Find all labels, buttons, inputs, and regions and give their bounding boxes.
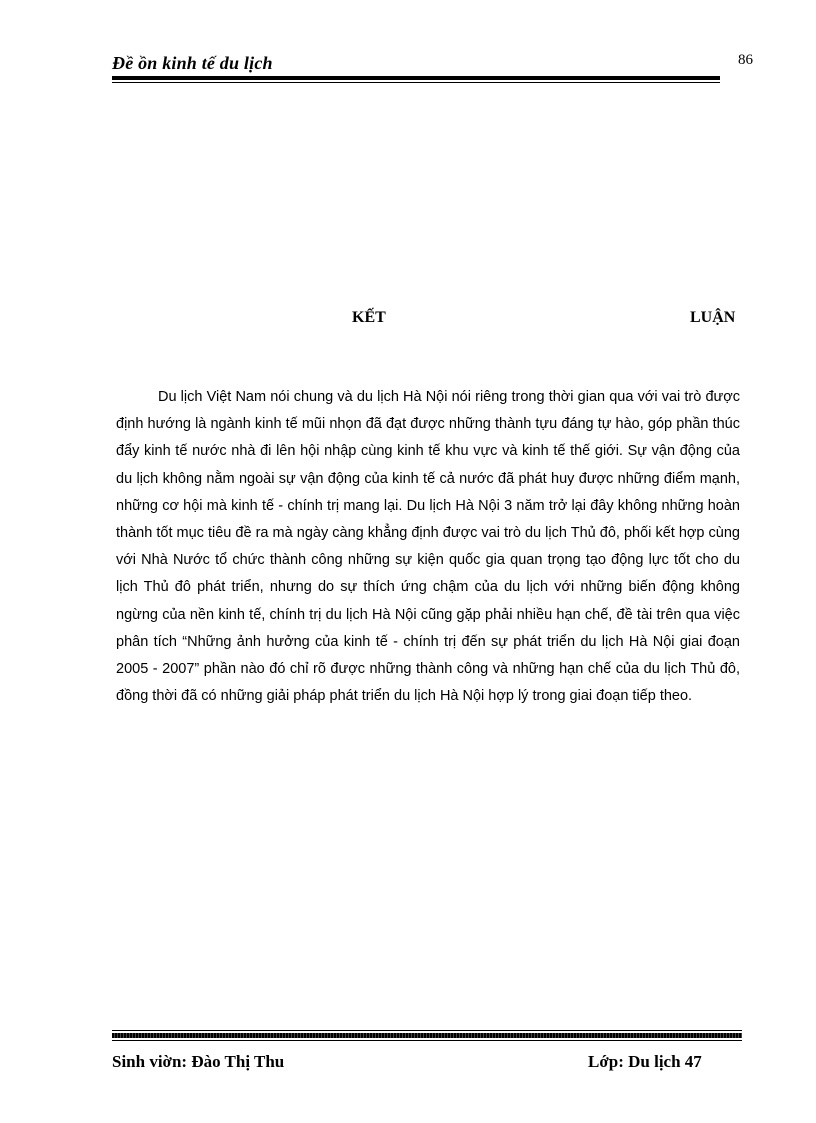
footer-class-name: Lớp: Du lịch 47 [588,1052,702,1071]
footer-divider-thin-bottom [112,1040,742,1041]
page-number: 86 [738,52,753,68]
header-divider-thick [112,76,720,80]
conclusion-paragraph: Du lịch Việt Nam nói chung và du lịch Hà Nội nói riêng trong thời gian qua với vai trò được định hướng là ngành kinh tế mũi nhọn đã đạt được những thành tựu đáng tự hào, góp phần thúc đẩy kinh tế nước nhà đi lên hội nhập cùng kinh tế khu vực và kinh tế thế giới. Sự vận động của du lịch không nằm ngoài sự vận động của kinh tế cả nước đã phát huy được những điểm mạnh, những cơ hội mà kinh tế - chính trị mang lại. Du lịch Hà Nội 3 năm trở lại đây không những hoàn thành tốt mục tiêu đề ra mà ngày càng khẳng định được vai trò du lịch Thủ đô, phối kết hợp cùng với Nhà Nước tổ chức thành công những sự kiện quốc gia quan trọng tạo động lực tốt cho du lịch Thủ đô phát triển, nhưng do sự thích ứng chậm của du lịch với những biến động không ngừng của nền kinh tế, chính trị du lịch Hà Nội cũng gặp phải nhiều hạn chế, đề tài trên qua việc phân tích “Những ảnh hưởng của kinh tế - chính trị đến sự phát triển du lịch Hà Nội giai đoạn 2005 - 2007” phần nào đó chỉ rõ được những thành công và những hạn chế của du lịch Thủ đô, đồng thời đã có những giải pháp phát triển du lịch Hà Nội hợp lý trong giai đoạn tiếp theo. [116,389,740,705]
document-title: Đề ồn kinh tế du lịch [112,53,273,73]
footer-divider-thick [112,1033,742,1038]
header-divider-thin [112,82,720,83]
heading-word-luan: LUẬN [690,309,736,326]
footer-student-name: Sinh viờn: Đào Thị Thu [112,1052,285,1071]
heading-word-ket: KẾT [352,309,386,326]
footer-divider-thin-top [112,1030,742,1031]
